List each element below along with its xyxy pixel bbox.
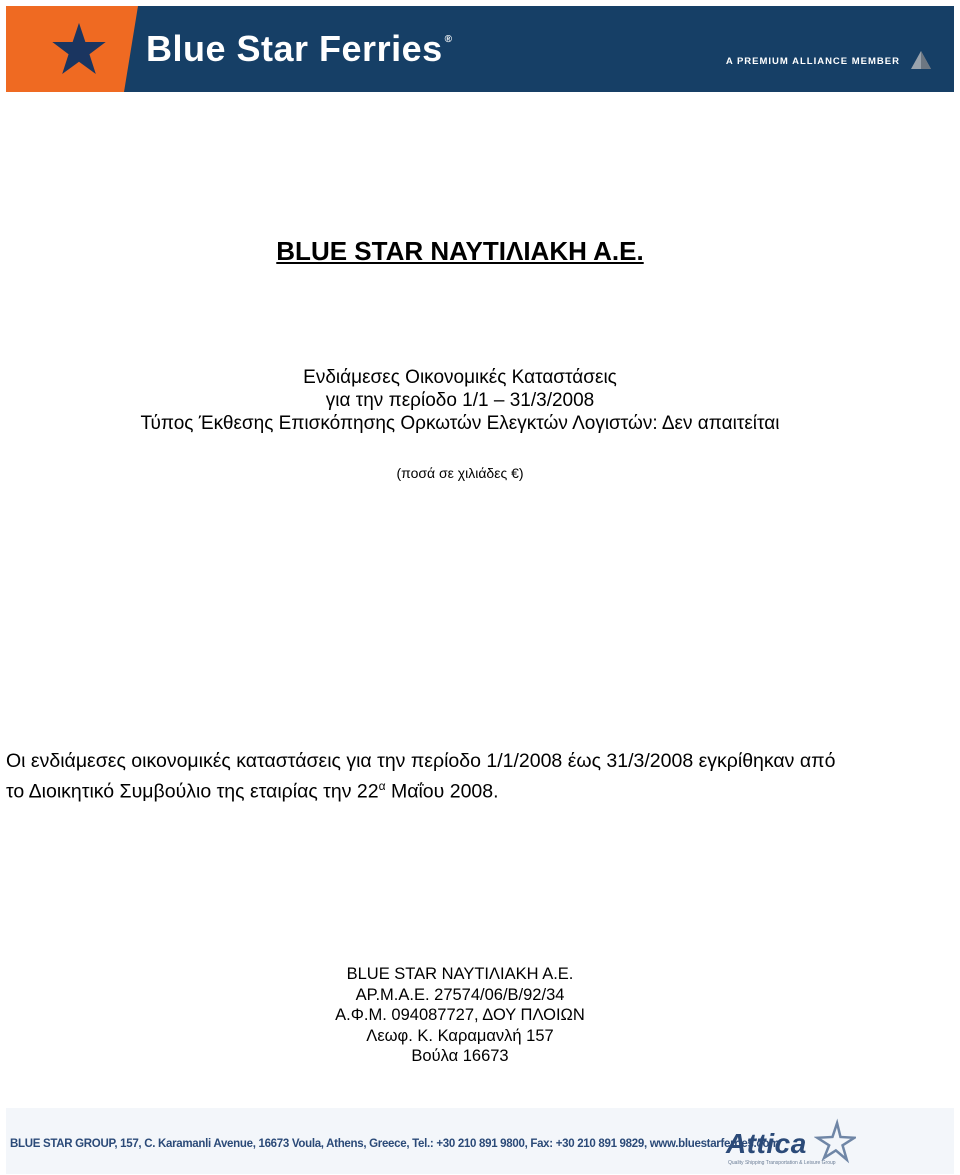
attica-star-icon bbox=[814, 1118, 856, 1166]
footer bbox=[6, 1108, 954, 1174]
signature-company: BLUE STAR ΝΑΥΤΙΛΙΑΚΗ Α.Ε. bbox=[346, 965, 574, 983]
header-banner bbox=[6, 6, 954, 92]
signature-tax-id: Α.Φ.Μ. 094087727, ΔΟΥ ΠΛΟΙΩΝ bbox=[335, 1006, 585, 1024]
statement-line: Ενδιάμεσες Οικονομικές Καταστάσεις bbox=[303, 367, 617, 388]
attica-logo bbox=[722, 1118, 858, 1172]
statement-period-line: για την περίοδο 1/1 – 31/3/2008 bbox=[325, 390, 595, 411]
registered-mark: ® bbox=[444, 34, 453, 45]
brand-wordmark bbox=[146, 28, 453, 70]
approval-paragraph bbox=[6, 749, 936, 805]
banner-orange-wedge bbox=[124, 6, 138, 92]
star-logo-icon bbox=[50, 20, 108, 78]
approval-day-superscript: α bbox=[378, 779, 386, 793]
signature-street: Λεωφ. Κ. Καραμανλή 157 bbox=[366, 1026, 554, 1045]
approval-line-1: Οι ενδιάμεσες οικονομικές καταστάσεις για την περίοδο 1/1/2008 έως 31/3/2008 εγκρίθηκαν από bbox=[6, 750, 836, 772]
brand-name: Blue Star Ferries bbox=[146, 28, 443, 69]
attica-wordmark: Attica bbox=[726, 1128, 807, 1159]
company-title bbox=[0, 236, 920, 267]
alliance-triangle-icon bbox=[910, 50, 932, 70]
alliance-tag: A PREMIUM ALLIANCE MEMBER bbox=[725, 56, 900, 67]
signature-block bbox=[0, 964, 920, 1067]
company-title-text: BLUE STAR ΝΑΥΤΙΛΙΑΚΗ Α.Ε. bbox=[276, 236, 644, 266]
statement-review-line: Τύπος Έκθεσης Επισκόπησης Ορκωτών Ελεγκτών Λογιστών: Δεν απαιτείται bbox=[140, 413, 780, 434]
approval-line-2-text: το Διοικητικό Συμβούλιο της εταιρίας την 22 bbox=[6, 780, 379, 803]
footer-address: BLUE STAR GROUP, 157, C. Karamanli Avenue, 16673 Voula, Athens, Greece, Tel.: +30 210 891 9800, Fax: +30 210 891 9829, www.bluestarferries.com bbox=[10, 1138, 780, 1150]
approval-line-2 bbox=[6, 774, 936, 805]
attica-tagline: Quality Shipping Transportation & Leisure Group bbox=[728, 1160, 836, 1166]
approval-line-2-end: Μαΐου 2008. bbox=[385, 780, 499, 803]
signature-registry: ΑΡ.Μ.Α.Ε. 27574/06/Β/92/34 bbox=[355, 985, 565, 1004]
signature-city: Βούλα 16673 bbox=[411, 1047, 509, 1065]
amounts-note: (ποσά σε χιλιάδες €) bbox=[396, 465, 524, 481]
statement-heading bbox=[0, 366, 920, 435]
